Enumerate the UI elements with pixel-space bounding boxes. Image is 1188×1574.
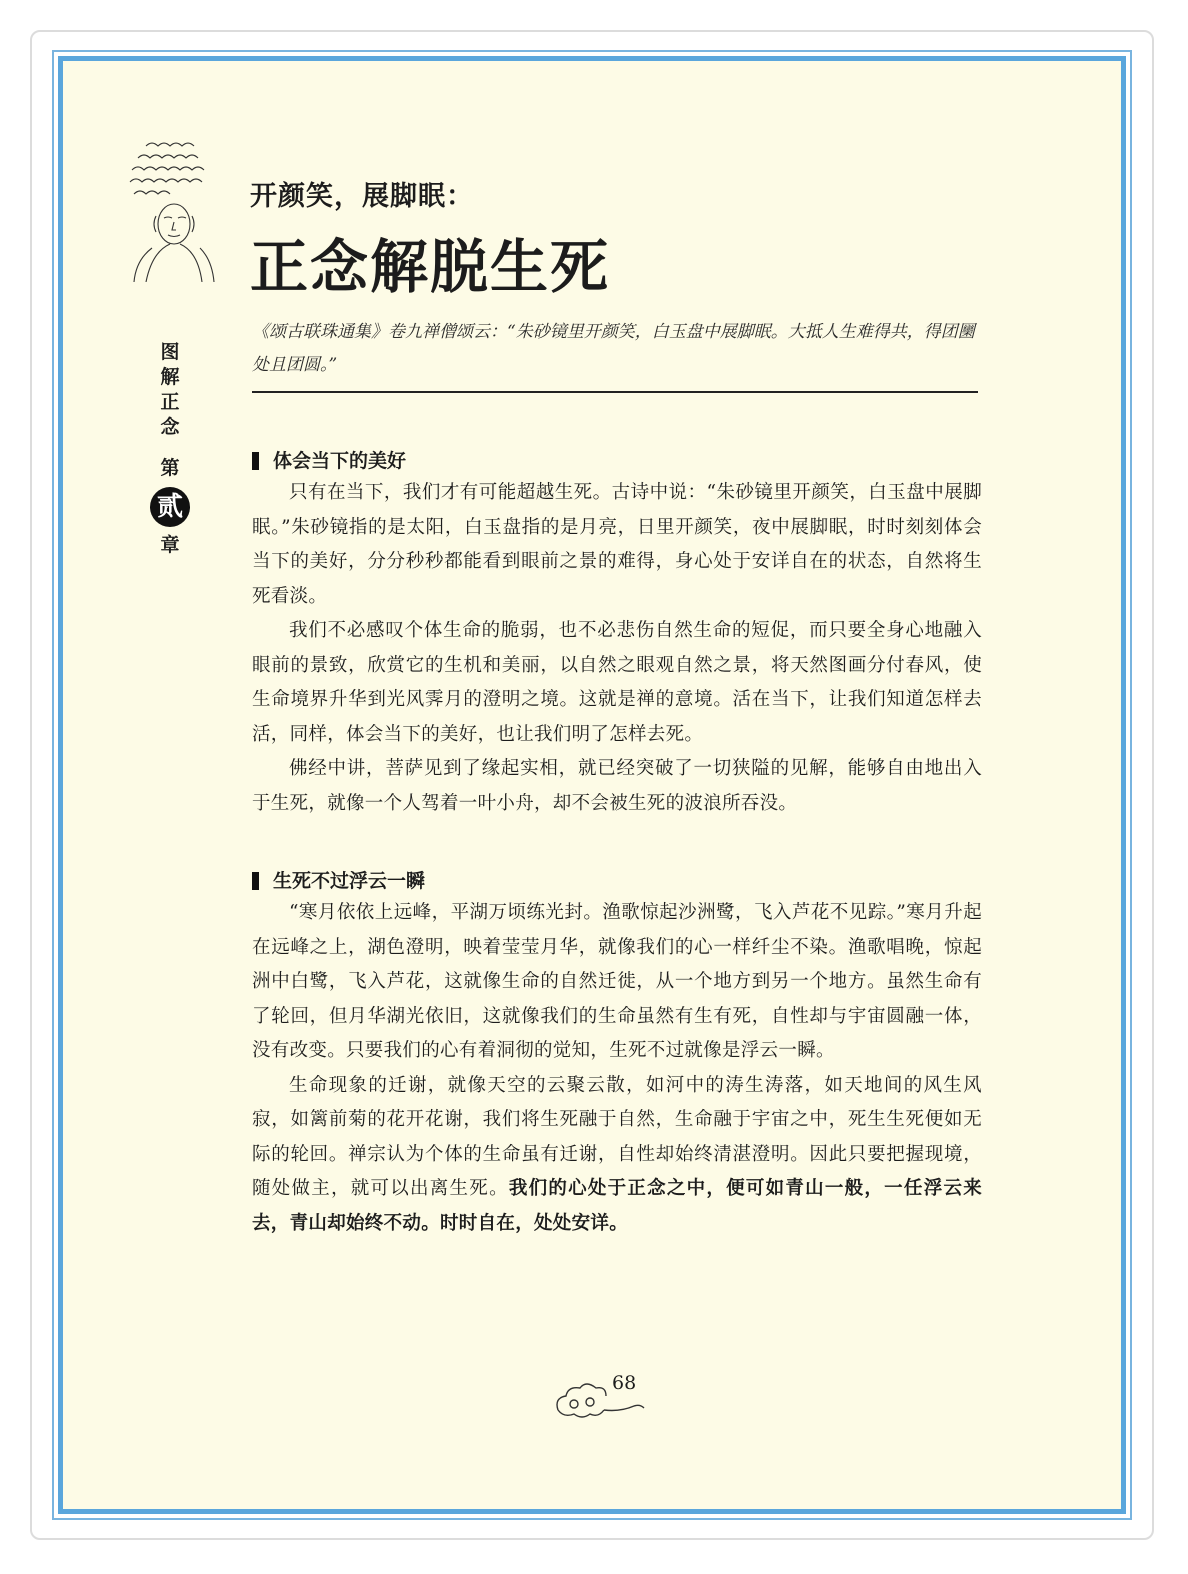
paragraph (252, 1069, 982, 1242)
article-subtitle: 开颜笑，展脚眠： (250, 181, 474, 212)
book-title-char: 正 (160, 391, 180, 413)
closing-bold-text: 我们的心处于正念之中，便可如青山一般，一任浮云来去，青山却始终不动。时时自在，处处安详。 (252, 1178, 983, 1234)
book-title-char: 解 (160, 366, 180, 388)
monk-illustration (126, 136, 222, 282)
paragraph: 佛经中讲，菩萨见到了缘起实相，就已经突破了一切狭隘的见解，能够自由地出入于生死，就像一个人驾着一叶小舟，却不会被生死的波浪所吞没。 (252, 758, 982, 814)
section-2 (252, 866, 982, 1241)
chapter-number-badge: 贰 (150, 487, 190, 527)
side-chapter-label (155, 340, 185, 558)
heading-bar-icon (252, 452, 259, 470)
book-title-char: 图 (160, 341, 180, 363)
paragraph: “寒月依依上远峰，平湖万顷练光封。渔歌惊起沙洲鹭，飞入芦花不见踪。”寒月升起在远峰之上，湖色澄明，映着莹莹月华，就像我们的心一样纤尘不染。渔歌唱晚，惊起洲中白鹭，飞入芦花，这就像生命的自然迁徙，从一个地方到另一个地方。虽然生命有了轮回，但月华湖光依旧，这就像我们的生命虽然有生有死，自性却与宇宙圆融一体，没有改变。只要我们的心有着洞彻的觉知，生死不过就像是浮云一瞬。 (252, 902, 982, 1061)
paragraph-text: 生命现象的迁谢，就像天空的云聚云散，如河中的涛生涛落，如天地间的风生风寂，如篱前菊的花开花谢，我们将生死融于自然，生命融于宇宙之中，死生生死便如无际的轮回。禅宗认为个体的生命虽有迁谢，自性却始终清湛澄明。因此只要把握现境，随处做主，就可以出离生死。 (252, 1074, 982, 1199)
chapter-suffix: 章 (160, 534, 180, 556)
section-heading (252, 866, 982, 896)
heading-bar-icon (252, 872, 259, 890)
paragraph: 只有在当下，我们才有可能超越生死。古诗中说：“朱砂镜里开颜笑，白玉盘中展脚眠。”朱砂镜指的是太阳，白玉盘指的是月亮，日里开颜笑，夜中展脚眠，时时刻刻体会当下的美好，分分秒秒都能看到眼前之景的难得，身心处于安详自在的状态，自然将生死看淡。 (252, 482, 982, 607)
section-heading (252, 446, 982, 476)
epigraph-quote: 《颂古联珠通集》卷九禅僧颂云：“朱砂镜里开颜笑，白玉盘中展脚眠。大抵人生难得共，得团圞处且团圆。” (252, 322, 975, 375)
paragraph: 我们不必感叹个体生命的脆弱，也不必悲伤自然生命的短促，而只要全身心地融入眼前的景致，欣赏它的生机和美丽，以自然之眼观自然之景，将天然图画分付春风，使生命境界升华到光风霁月的澄明之境。这就是禅的意境。活在当下，让我们知道怎样去活，同样，体会当下的美好，也让我们明了怎样去死。 (252, 620, 982, 745)
divider-rule (252, 391, 978, 393)
article-title: 正念解脱生死 (250, 233, 611, 301)
section-heading-text: 生死不过浮云一瞬 (273, 870, 426, 892)
book-title-char: 念 (160, 416, 180, 438)
section-1 (252, 446, 982, 821)
chapter-prefix: 第 (160, 457, 180, 479)
section-heading-text: 体会当下的美好 (273, 450, 407, 472)
page-number: 68 (612, 1372, 637, 1394)
cloud-ornament-icon (552, 1380, 648, 1424)
